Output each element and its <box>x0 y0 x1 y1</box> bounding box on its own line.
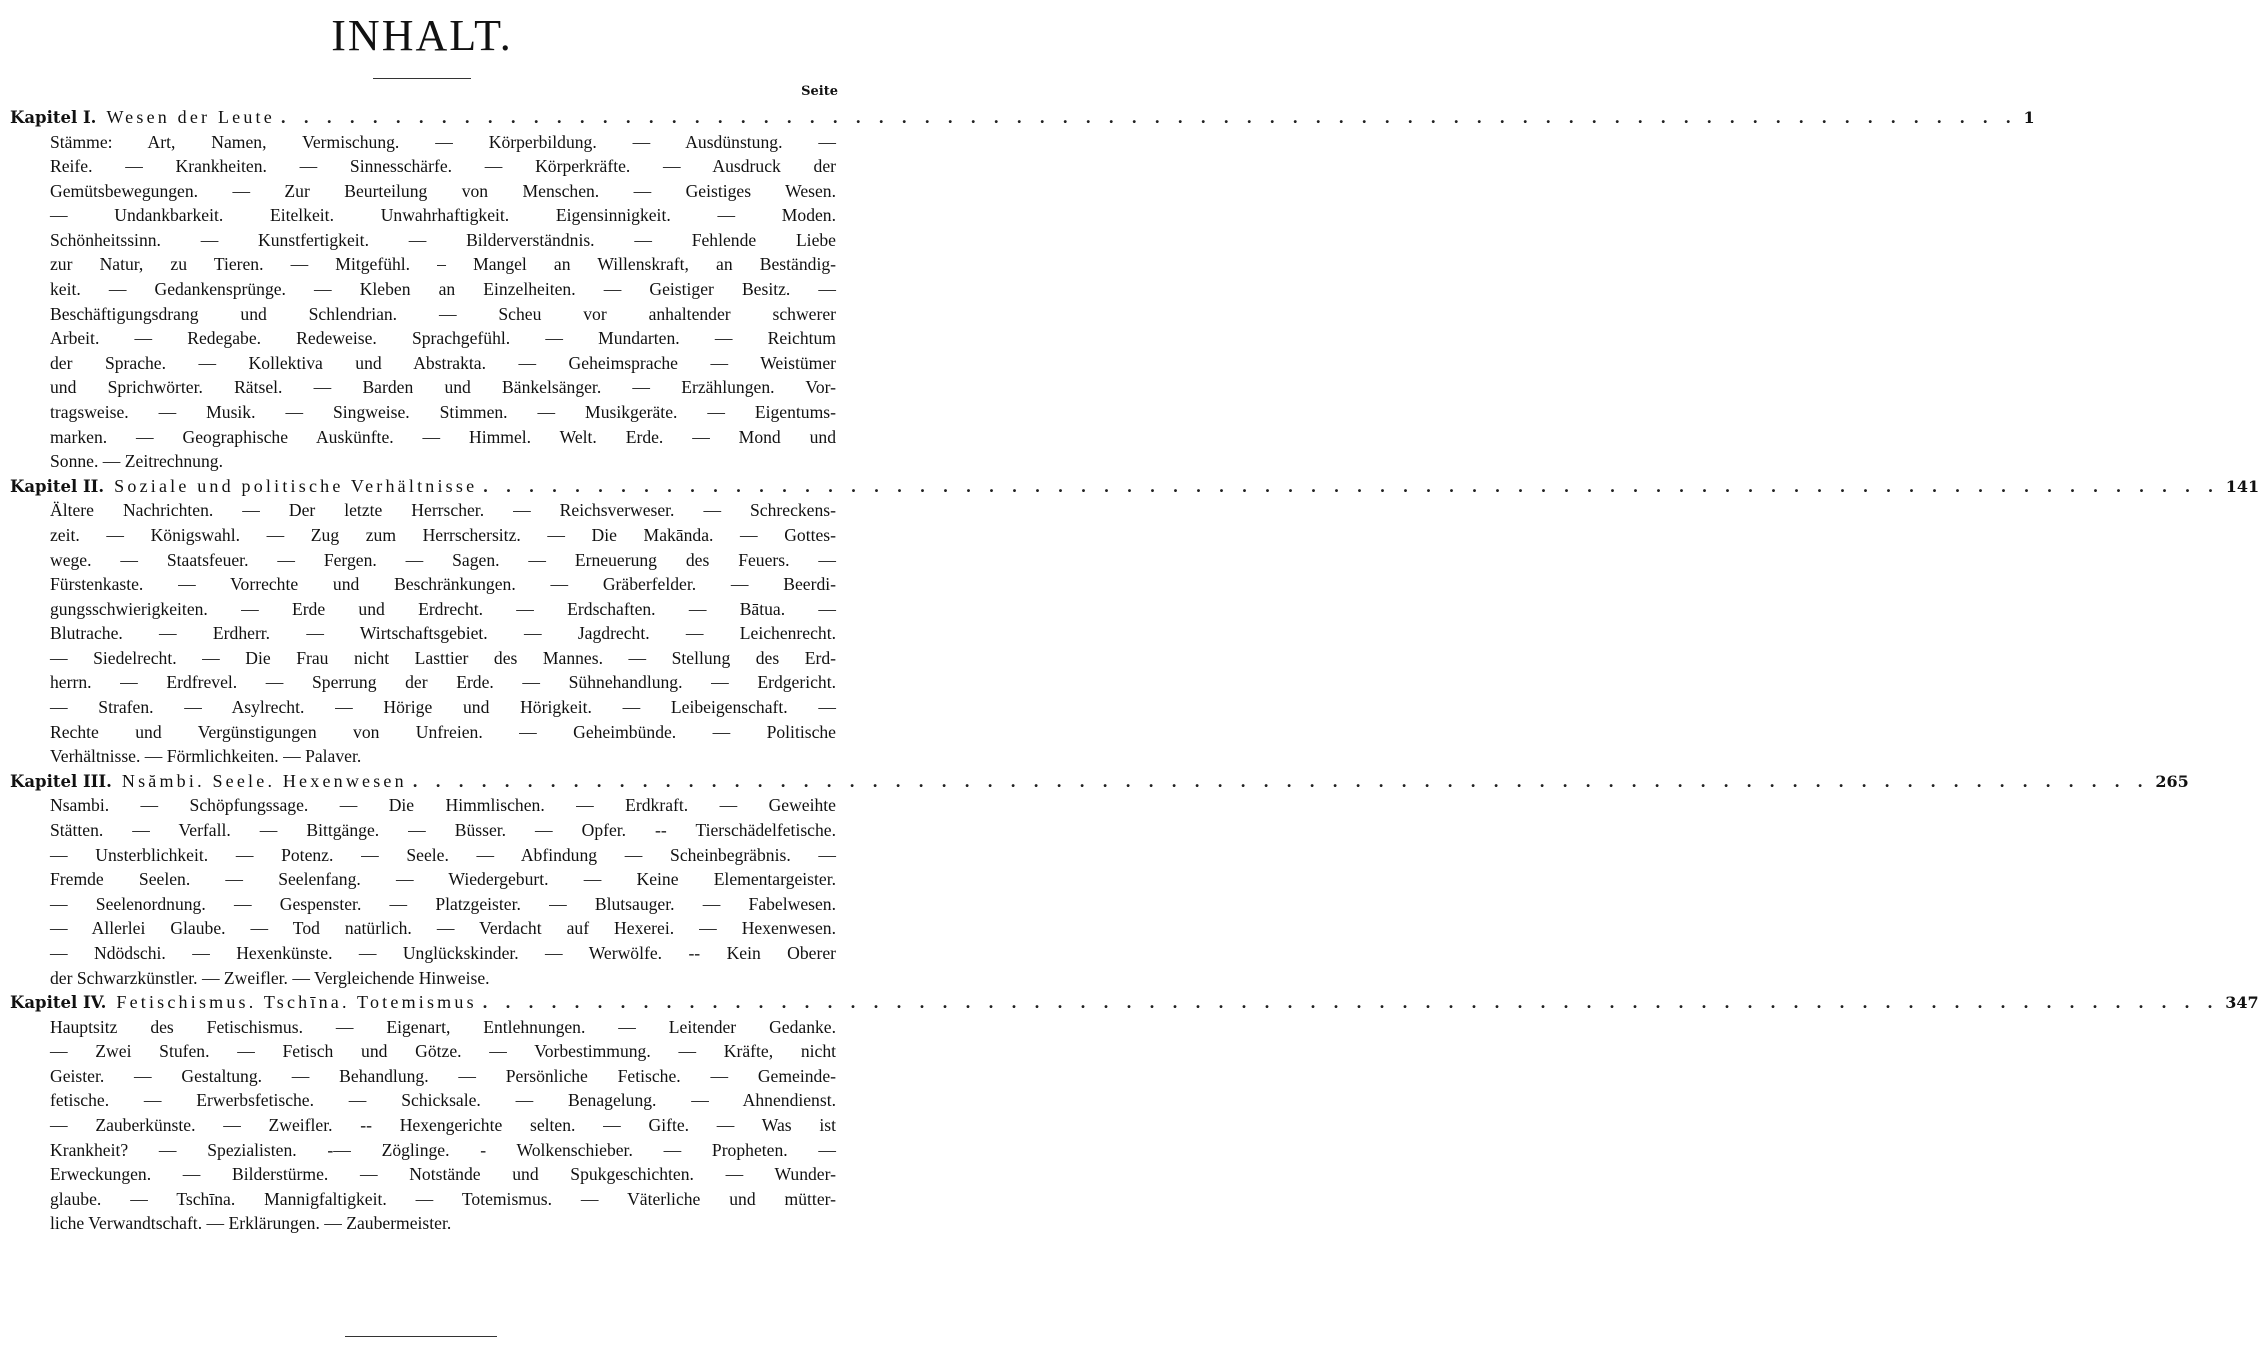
page-column-label: Seite <box>801 84 838 99</box>
dot-leader: . . . . . . . . . . . . . . . . . . . . . . . . . . . . . . . . . . . . . . . . . . . . . . . . . . . . . . . . . . . . . . . . . . . . . . . . . . . . <box>483 475 2220 496</box>
chapter-contents <box>50 793 836 990</box>
contents-line: zur Natur, zu Tieren. — Mitgefühl. – Mangel an Willenskraft, an Beständig- <box>50 254 836 275</box>
contents-line: Blutrache. — Erdherr. — Wirtschaftsgebiet. — Jagdrecht. — Leichenrecht. <box>50 623 836 644</box>
contents-line: liche Verwandtschaft. — Erklärungen. — Zaubermeister. <box>50 1213 452 1234</box>
contents-line: Fürstenkaste. — Vorrechte und Beschränkungen. — Gräberfelder. — Beerdi- <box>50 574 836 595</box>
contents-line: Reife. — Krankheiten. — Sinnesschärfe. — Körperkräfte. — Ausdruck der <box>50 156 836 177</box>
dot-leader: . . . . . . . . . . . . . . . . . . . . . . . . . . . . . . . . . . . . . . . . . . . . . . . . . . . . . . . . . . . . . . . . . . . . . . . . . . . . <box>482 992 2220 1013</box>
contents-line: wege. — Staatsfeuer. — Fergen. — Sagen. — Erneuerung des Feuers. — <box>50 549 836 570</box>
chapter-label: Kapitel III. <box>10 771 112 791</box>
chapter-contents <box>50 498 836 769</box>
contents-line: und Sprichwörter. Rätsel. — Barden und Bänkelsänger. — Erzählungen. Vor- <box>50 377 836 398</box>
chapter-heading[interactable] <box>10 474 2259 499</box>
contents-line: — Undankbarkeit. Eitelkeit. Unwahrhaftigkeit. Eigensinnigkeit. — Moden. <box>50 205 836 226</box>
table-of-contents <box>10 105 2259 1236</box>
contents-line: — Zauberkünste. — Zweifler. -- Hexengerichte selten. — Gifte. — Was ist <box>50 1114 836 1135</box>
contents-line: marken. — Geographische Auskünfte. — Himmel. Welt. Erde. — Mond und <box>50 426 836 447</box>
chapter-heading[interactable] <box>10 769 2189 794</box>
dot-leader: . . . . . . . . . . . . . . . . . . . . . . . . . . . . . . . . . . . . . . . . . . . . . . . . . . . . . . . . . . . . . . . . . . . . . . . . . . . . <box>412 770 2150 791</box>
contents-line: Geister. — Gestaltung. — Behandlung. — Persönliche Fetische. — Gemeinde- <box>50 1065 836 1086</box>
chapter-3 <box>10 769 2189 990</box>
contents-line: Erweckungen. — Bilderstürme. — Notstände und Spukgeschichten. — Wunder- <box>50 1164 836 1185</box>
contents-line: Gemütsbewegungen. — Zur Beurteilung von Menschen. — Geistiges Wesen. <box>50 180 836 201</box>
chapter-title: Soziale und politische Verhältnisse <box>114 475 478 496</box>
chapter-heading[interactable] <box>10 990 2259 1015</box>
contents-line: Fremde Seelen. — Seelenfang. — Wiedergeburt. — Keine Elementargeister. <box>50 869 836 890</box>
dot-leader: . . . . . . . . . . . . . . . . . . . . . . . . . . . . . . . . . . . . . . . . . . . . . . . . . . . . . . . . . . . . . . . . . . . . . . . . . . . . <box>280 107 2018 127</box>
chapter-2 <box>10 474 2259 769</box>
bottom-rule <box>345 1336 497 1337</box>
contents-line: der Sprache. — Kollektiva und Abstrakta. — Geheimsprache — Weistümer <box>50 352 836 373</box>
contents-line: Stätten. — Verfall. — Bittgänge. — Büsser. — Opfer. -- Tierschädelfetische. <box>50 819 836 840</box>
contents-line: tragsweise. — Musik. — Singweise. Stimmen. — Musikgeräte. — Eigentums- <box>50 402 836 423</box>
contents-line: Stämme: Art, Namen, Vermischung. — Körperbildung. — Ausdünstung. — <box>50 131 836 152</box>
chapter-contents <box>50 130 836 474</box>
contents-line: glaube. — Tschīna. Mannigfaltigkeit. — Totemismus. — Väterliche und mütter- <box>50 1188 836 1209</box>
contents-line: herrn. — Erdfrevel. — Sperrung der Erde. — Sühnehandlung. — Erdgericht. <box>50 672 836 693</box>
contents-line: Krankheit? — Spezialisten. -— Zöglinge. - Wolkenschieber. — Propheten. — <box>50 1139 836 1160</box>
contents-line: — Siedelrecht. — Die Frau nicht Lasttier des Mannes. — Stellung des Erd- <box>50 647 836 668</box>
chapter-page-number: 347 <box>2225 993 2259 1013</box>
contents-line: Hauptsitz des Fetischismus. — Eigenart, Entlehnungen. — Leitender Gedanke. <box>50 1016 836 1037</box>
contents-line: Beschäftigungsdrang und Schlendrian. — Scheu vor anhaltender schwerer <box>50 303 836 324</box>
contents-line: — Strafen. — Asylrecht. — Hörige und Hörigkeit. — Leibeigenschaft. — <box>50 697 836 718</box>
chapter-page-number: 265 <box>2155 771 2189 791</box>
contents-line: fetische. — Erwerbsfetische. — Schicksale. — Benagelung. — Ahnendienst. <box>50 1090 836 1111</box>
chapter-1 <box>10 105 2035 474</box>
chapter-page-number: 141 <box>2225 476 2259 496</box>
title-rule <box>373 78 471 79</box>
contents-line: — Ndödschi. — Hexenkünste. — Unglückskinder. — Werwölfe. -- Kein Oberer <box>50 942 836 963</box>
contents-line: — Unsterblichkeit. — Potenz. — Seele. — Abfindung — Scheinbegräbnis. — <box>50 844 836 865</box>
chapter-title: Fetischismus. Tschīna. Totemismus <box>116 992 477 1013</box>
contents-line: — Allerlei Glaube. — Tod natürlich. — Verdacht auf Hexerei. — Hexenwesen. <box>50 918 836 939</box>
chapter-contents <box>50 1015 836 1236</box>
chapter-title: Nsămbi. Seele. Hexenwesen <box>121 770 407 791</box>
contents-line: gungsschwierigkeiten. — Erde und Erdrecht. — Erdschaften. — Bātua. — <box>50 598 836 619</box>
contents-line: Sonne. — Zeitrechnung. <box>50 451 223 472</box>
contents-line: Schönheitssinn. — Kunstfertigkeit. — Bilderverständnis. — Fehlende Liebe <box>50 229 836 250</box>
chapter-label: Kapitel I. <box>10 108 97 127</box>
chapter-4 <box>10 990 2259 1236</box>
contents-line: Rechte und Vergünstigungen von Unfreien. — Geheimbünde. — Politische <box>50 721 836 742</box>
page-title: INHALT. <box>331 11 513 60</box>
chapter-title: Wesen der Leute <box>106 107 275 127</box>
contents-line: Verhältnisse. — Förmlichkeiten. — Palaver. <box>50 746 362 767</box>
contents-line: Ältere Nachrichten. — Der letzte Herrscher. — Reichsverweser. — Schreckens- <box>50 500 836 521</box>
contents-line: Nsambi. — Schöpfungssage. — Die Himmlischen. — Erdkraft. — Geweihte <box>50 795 836 816</box>
contents-line: — Seelenordnung. — Gespenster. — Platzgeister. — Blutsauger. — Fabelwesen. <box>50 893 836 914</box>
chapter-label: Kapitel II. <box>10 476 105 496</box>
contents-line: Arbeit. — Redegabe. Redeweise. Sprachgefühl. — Mundarten. — Reichtum <box>50 328 836 349</box>
contents-line: der Schwarzkünstler. — Zweifler. — Vergleichende Hinweise. <box>50 967 490 988</box>
contents-line: zeit. — Königswahl. — Zug zum Herrschersitz. — Die Makānda. — Gottes- <box>50 524 836 545</box>
contents-line: keit. — Gedankensprünge. — Kleben an Einzelheiten. — Geistiger Besitz. — <box>50 279 836 300</box>
chapter-label: Kapitel IV. <box>10 993 107 1013</box>
contents-line: — Zwei Stufen. — Fetisch und Götze. — Vorbestimmung. — Kräfte, nicht <box>50 1041 836 1062</box>
chapter-heading[interactable] <box>10 105 2035 130</box>
chapter-page-number: 1 <box>2023 108 2035 127</box>
